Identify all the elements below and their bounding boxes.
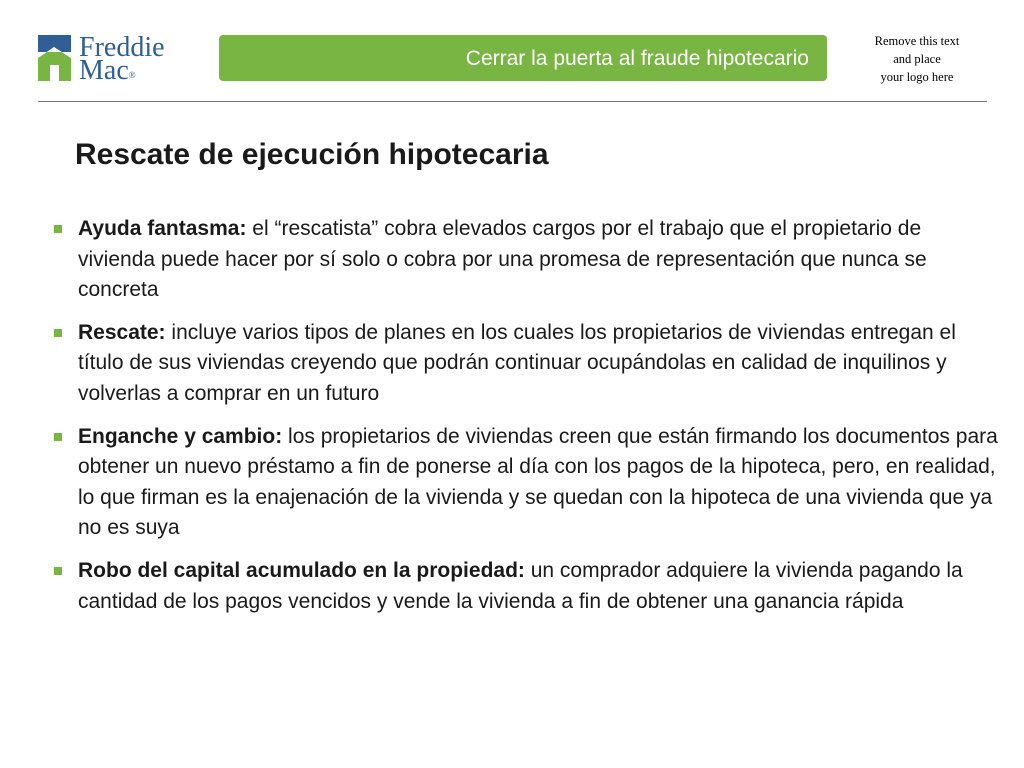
bullet-square-icon — [54, 329, 62, 337]
placeholder-line: Remove this text — [874, 34, 960, 48]
bullet-text: un comprador adquiere la vivienda pagando la cantidad de los pagos vencidos y vende la vivienda a fin de obtener una ganancia rápida — [78, 558, 963, 613]
bullet-item — [54, 422, 999, 544]
bullet-term: Enganche y cambio: — [78, 424, 283, 448]
bullet-text: los propietarios de viviendas creen que están firmando los documentos para obtener un nuevo préstamo a fin de ponerse al día con los pagos de la hipoteca, pero, en realidad, lo que firman es la enajenación de la vivienda y se quedan con la hipoteca de una vivienda que ya no es suya — [78, 424, 998, 540]
logo-word-freddie: Freddie — [79, 32, 165, 63]
bullet-item — [54, 214, 999, 306]
bullet-term: Robo del capital acumulado en la propiedad: — [78, 558, 525, 582]
logo-word-mac — [79, 55, 136, 86]
header-banner — [219, 35, 827, 81]
bullet-item — [54, 556, 999, 617]
header-divider — [38, 101, 987, 102]
house-icon — [38, 35, 72, 81]
slide-title: Rescate de ejecución hipotecaria — [75, 138, 549, 171]
bullet-square-icon — [54, 567, 62, 575]
logo-placeholder-text — [858, 32, 976, 86]
banner-title: Cerrar la puerta al fraude hipotecario — [465, 47, 809, 70]
bullet-term: Rescate: — [78, 320, 166, 344]
bullet-item — [54, 318, 999, 410]
logo-word-mac-text: Mac — [79, 55, 129, 86]
bullet-square-icon — [54, 433, 62, 441]
bullet-square-icon — [54, 225, 62, 233]
bullet-list — [54, 214, 999, 629]
placeholder-line: your logo here — [880, 70, 954, 84]
registered-mark: ® — [128, 70, 136, 80]
bullet-text: el “rescatista” cobra elevados cargos por el trabajo que el propietario de vivienda puede hacer por sí solo o cobra por una promesa de representación que nunca se concreta — [78, 217, 927, 302]
freddie-mac-logo — [38, 32, 178, 86]
bullet-text: incluye varios tipos de planes en los cuales los propietarios de viviendas entregan el título de sus viviendas creyendo que podrán continuar ocupándolas en calidad de inquilinos y volverlas a comprar en un futuro — [78, 320, 956, 405]
placeholder-line: and place — [893, 52, 941, 66]
bullet-term: Ayuda fantasma: — [78, 217, 247, 240]
